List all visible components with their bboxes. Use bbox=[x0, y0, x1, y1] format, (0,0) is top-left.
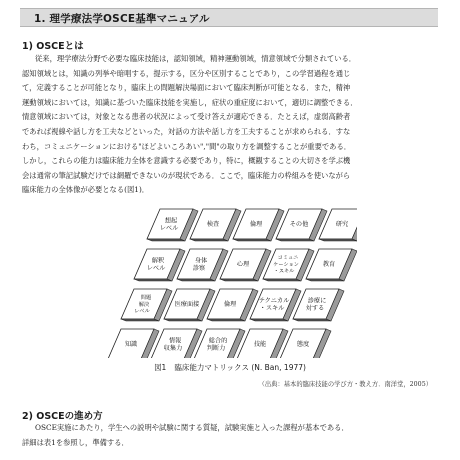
figure-caption-number: 図1 bbox=[154, 363, 167, 372]
matrix-cell-label: レベル bbox=[134, 308, 150, 315]
matrix-cell-label: 検査 bbox=[206, 221, 220, 229]
matrix-cell bbox=[306, 249, 357, 281]
matrix-cell bbox=[164, 289, 215, 321]
paragraph-line: 従来，理学療法分野で必要な臨床技能は，認知領域，精神運動領域，情意領域で分類されている． bbox=[35, 54, 357, 63]
matrix-cell-label: 収集力 bbox=[163, 345, 183, 353]
matrix-cell-label: 解決 bbox=[138, 301, 150, 308]
matrix-cell-label: 身体 bbox=[194, 257, 208, 265]
matrix-cell-label: レベル bbox=[159, 225, 179, 233]
matrix-cell bbox=[194, 329, 245, 358]
figure-caption-text: 臨床能力マトリックス (N. Ban, 1977) bbox=[174, 363, 306, 372]
matrix-cell-label: 総合的 bbox=[208, 337, 228, 345]
paragraph-line: しかし，これらの能力は臨床能力全体を意識する必要であり，特に，概観することの大切さを学ぶ機 bbox=[22, 156, 351, 166]
matrix-cell bbox=[263, 249, 314, 281]
matrix-cell-label: 教育 bbox=[322, 261, 336, 269]
matrix-cell bbox=[276, 209, 327, 241]
matrix-cell-label: 判断力 bbox=[206, 345, 226, 353]
matrix-cell bbox=[220, 249, 271, 281]
section2-paragraph bbox=[22, 421, 438, 450]
section-heading-osce-procedure: 2) OSCEの進め方 bbox=[22, 411, 103, 422]
clinical-competence-matrix-figure bbox=[102, 203, 357, 358]
section1-paragraph bbox=[22, 52, 438, 198]
figure-caption bbox=[0, 362, 460, 373]
matrix-cell-label: 対する bbox=[305, 305, 325, 313]
matrix-cell-label: 倫理 bbox=[223, 301, 237, 309]
paragraph-line: であれば視線や話し方を工夫などといった，対話の方法や話し方を工夫することが求められる．すな bbox=[22, 126, 351, 136]
matrix-cell-label: 診療に bbox=[307, 297, 327, 305]
matrix-cell-label: 解釈 bbox=[151, 257, 165, 265]
matrix-cell-label: ケーション bbox=[273, 261, 299, 268]
matrix-cell-label: テクニカル bbox=[258, 297, 290, 305]
matrix-cell-label: 想起 bbox=[164, 217, 178, 225]
matrix-cell bbox=[147, 209, 198, 241]
matrix-cell-label: 問題 bbox=[140, 295, 152, 302]
matrix-cell bbox=[207, 289, 258, 321]
matrix-cell bbox=[108, 329, 159, 358]
matrix-cell-label: 態度 bbox=[296, 341, 310, 349]
chapter-header-bar bbox=[20, 8, 438, 27]
paragraph-line: わち，コミュニケーションにおける"ほどよいころあい","間"の取り方を調整することが重要である． bbox=[22, 141, 352, 151]
paragraph-line: 臨床能力の全体像が必要となる(図1)． bbox=[22, 185, 150, 195]
matrix-cell bbox=[250, 289, 301, 321]
matrix-cell bbox=[293, 289, 344, 321]
matrix-cell bbox=[151, 329, 202, 358]
matrix-cell bbox=[177, 249, 228, 281]
matrix-cell-label: その他 bbox=[289, 221, 309, 229]
paragraph-line: OSCE実施にあたり，学生への説明や試験に関する質疑，試験実施と入った課程が基本である． bbox=[35, 423, 349, 432]
section-heading-osce-definition: 1) OSCEとは bbox=[22, 41, 84, 52]
paragraph-line: 認知領域とは，知識の列挙や暗唱する，提示する，区分や区別することであり，この学習過程を通じ bbox=[22, 68, 351, 78]
matrix-cell bbox=[190, 209, 241, 241]
matrix-cell bbox=[121, 289, 172, 321]
matrix-cell bbox=[233, 209, 284, 241]
matrix-cell-label: 倫理 bbox=[249, 221, 263, 229]
paragraph-line: 詳細は表1を参照し，準備する． bbox=[22, 437, 129, 447]
matrix-cell-label: 知識 bbox=[124, 341, 138, 349]
matrix-cell-label: 診察 bbox=[192, 265, 206, 273]
matrix-cell-label: ・スキル bbox=[273, 268, 295, 275]
paragraph-line: 会は通常の筆記試験だけでは網羅できないのが現状である．ここで，臨床能力の枠組みを使いながら bbox=[22, 170, 351, 180]
chapter-title: 1. 理学療法学OSCE基準マニュアル bbox=[34, 13, 210, 25]
matrix-cell-label: ・スキル bbox=[259, 305, 285, 313]
matrix-cell bbox=[280, 329, 331, 358]
matrix-cell-label: 心理 bbox=[236, 261, 250, 269]
matrix-cell-label: 医療面接 bbox=[174, 301, 200, 309]
figure-source-note: （出典：基本的臨床技能の学び方・教え方．南洋堂，2005） bbox=[258, 381, 432, 388]
matrix-cell bbox=[134, 249, 185, 281]
matrix-cell-label: レベル bbox=[146, 265, 166, 273]
matrix-cell-label: コミュニ bbox=[277, 255, 299, 262]
matrix-cell-label: 技能 bbox=[253, 341, 267, 349]
paragraph-line: て，定義することが可能となり，臨床上の問題解決場面において臨床判断が可能となる．また，精神 bbox=[22, 83, 351, 93]
matrix-cell-label: 情報 bbox=[168, 337, 182, 345]
matrix-cell bbox=[237, 329, 288, 358]
paragraph-line: 運動領域においては，知識に基づいた臨床技能を実施し，症状の重症度において，適切に調整できる． bbox=[22, 97, 358, 107]
paragraph-line: 情意領域においては，対象となる患者の状況によって受け答えが適応できる．たとえば，虚弱高齢者 bbox=[22, 112, 351, 122]
matrix-cell-label: 研究 bbox=[335, 221, 349, 229]
